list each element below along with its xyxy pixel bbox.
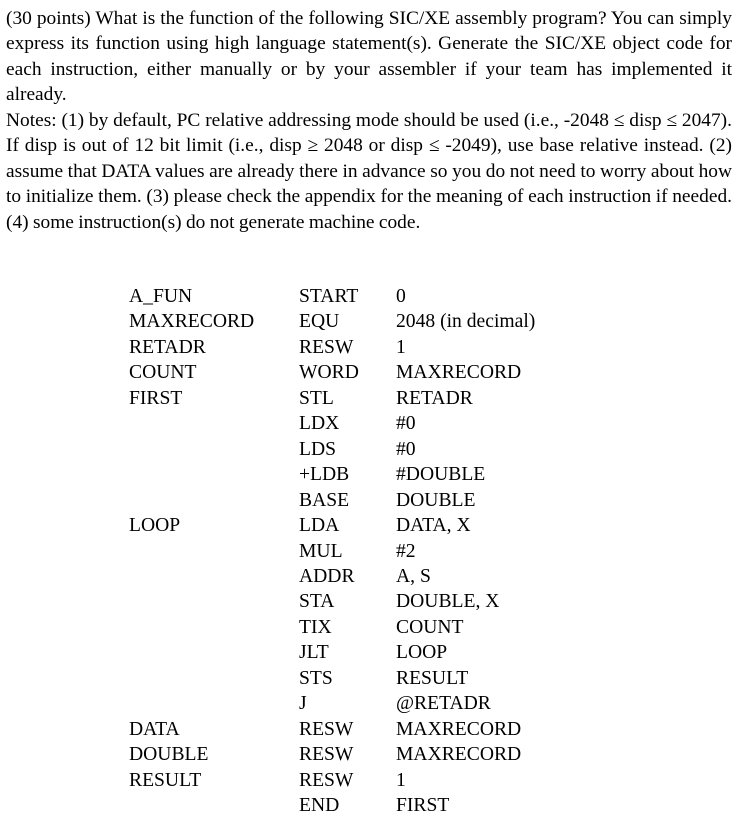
instruction-opcode: TIX	[299, 616, 332, 638]
instruction-opcode: LDA	[299, 515, 340, 537]
instruction-opcode: END	[299, 795, 340, 816]
program-line	[0, 309, 752, 334]
instruction-operand: 1	[396, 336, 406, 358]
instruction-label: RESULT	[129, 769, 202, 791]
instruction-opcode: EQU	[299, 311, 340, 333]
instruction-label: COUNT	[129, 362, 197, 384]
instruction-operand: DOUBLE	[396, 489, 476, 511]
program-line	[0, 437, 752, 462]
instruction-operand: 2048 (in decimal)	[396, 311, 536, 333]
instruction-label: FIRST	[129, 387, 183, 409]
program-line	[0, 513, 752, 538]
instruction-operand: 1	[396, 769, 406, 791]
program-line	[0, 742, 752, 767]
instruction-operand: A, S	[396, 565, 431, 587]
instruction-operand: 0	[396, 286, 406, 307]
program-line	[0, 793, 752, 818]
instruction-opcode: RESW	[299, 744, 354, 766]
program-line	[0, 589, 752, 614]
instruction-opcode: ADDR	[299, 565, 355, 587]
instruction-operand: FIRST	[396, 795, 450, 816]
instruction-operand: #DOUBLE	[396, 464, 486, 486]
instruction-label: DATA	[129, 718, 180, 740]
instruction-opcode: RESW	[299, 336, 354, 358]
instruction-label: MAXRECORD	[129, 311, 255, 333]
instruction-operand: #2	[396, 540, 416, 562]
instruction-opcode: STS	[299, 667, 333, 689]
instruction-opcode: RESW	[299, 718, 354, 740]
program-line	[0, 691, 752, 716]
instruction-opcode: MUL	[299, 540, 343, 562]
instruction-operand: @RETADR	[396, 693, 491, 715]
program-line	[0, 360, 752, 385]
instruction-opcode: WORD	[299, 362, 359, 384]
program-line	[0, 666, 752, 691]
instruction-label: A_FUN	[129, 286, 193, 307]
instruction-label: LOOP	[129, 515, 181, 537]
program-line	[0, 488, 752, 513]
instruction-operand: DATA, X	[396, 515, 471, 537]
instruction-operand: #0	[396, 413, 416, 435]
instruction-operand: RESULT	[396, 667, 469, 689]
program-line	[0, 640, 752, 665]
instruction-operand: DOUBLE, X	[396, 591, 500, 613]
instruction-opcode: START	[299, 286, 359, 307]
program-line	[0, 462, 752, 487]
program-line	[0, 539, 752, 564]
instruction-operand: LOOP	[396, 642, 448, 664]
instruction-operand: MAXRECORD	[396, 718, 522, 740]
notes-paragraph: Notes: (1) by default, PC relative addressing mode should be used (i.e., -2048 ≤ disp ≤ 2047). If disp is out of 12 bit limit (i.e., disp ≥ 2048 or disp ≤ -2049), use base relative instead. (2) assume that DATA values are already there in advance so you do not need to worry about how to initialize them. (3) please check the appendix for the meaning of each instruction if needed. (4) some instruction(s) do not generate machine code.	[6, 110, 732, 233]
instruction-operand: COUNT	[396, 616, 464, 638]
program-line	[0, 386, 752, 411]
instruction-operand: RETADR	[396, 387, 473, 409]
program-line	[0, 335, 752, 360]
instruction-opcode: STA	[299, 591, 335, 613]
program-line	[0, 564, 752, 589]
instruction-opcode: STL	[299, 387, 334, 409]
instruction-opcode: LDX	[299, 413, 340, 435]
program-line	[0, 284, 752, 309]
program-line	[0, 411, 752, 436]
instruction-label: RETADR	[129, 336, 206, 358]
instruction-opcode: JLT	[299, 642, 329, 664]
question-paragraph: (30 points) What is the function of the following SIC/XE assembly program? You can simply express its function using high language statement(s). Generate the SIC/XE object code for each instruction, either manually or by your assembler if your team has implemented it already.	[6, 8, 732, 106]
program-line	[0, 717, 752, 742]
program-line	[0, 768, 752, 793]
program-line	[0, 615, 752, 640]
instruction-operand: #0	[396, 438, 416, 460]
instruction-label: DOUBLE	[129, 744, 209, 766]
instruction-opcode: BASE	[299, 489, 350, 511]
instruction-opcode: RESW	[299, 769, 354, 791]
instruction-operand: MAXRECORD	[396, 362, 522, 384]
instruction-operand: MAXRECORD	[396, 744, 522, 766]
instruction-opcode: J	[299, 693, 307, 715]
instruction-opcode: +LDB	[299, 464, 350, 486]
instruction-opcode: LDS	[299, 438, 337, 460]
